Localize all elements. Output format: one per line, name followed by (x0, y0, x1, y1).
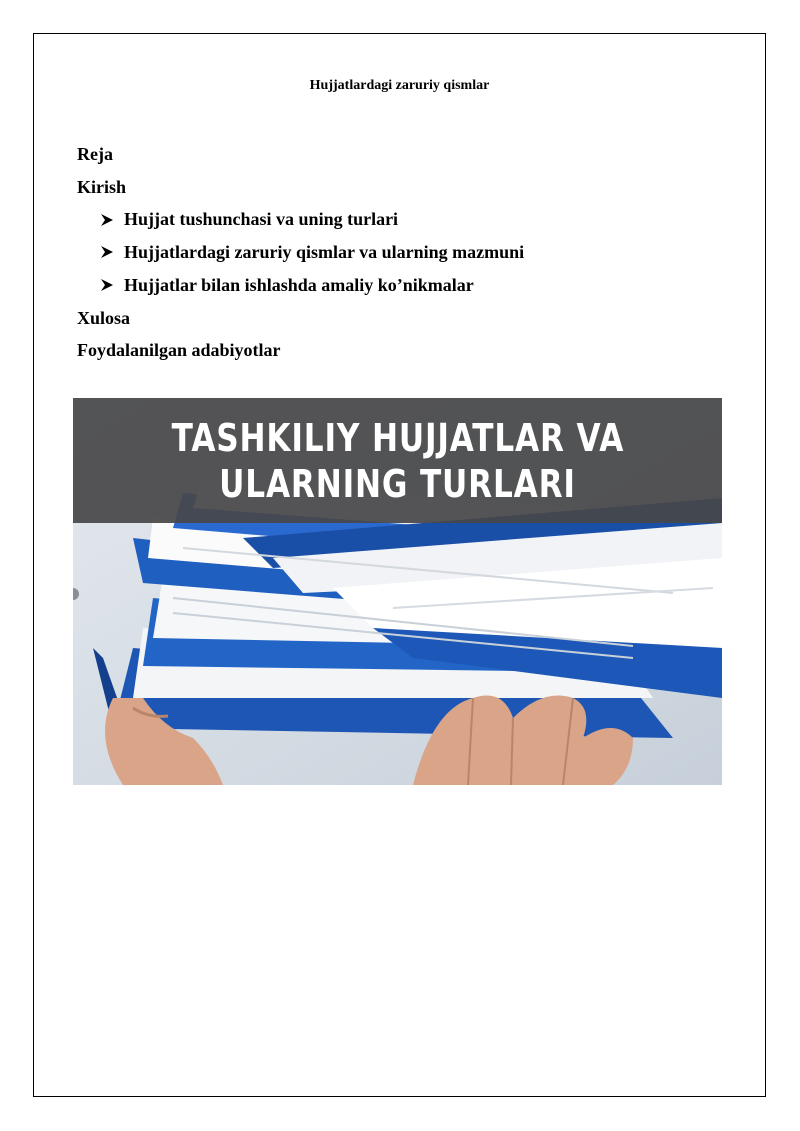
outline-label: Kirish (77, 176, 127, 197)
outline-label: Reja (77, 144, 113, 164)
outline-item-reja (77, 138, 524, 171)
banner-caption (73, 398, 722, 523)
outline-subitem (77, 203, 524, 236)
arrowhead-bullet-icon (100, 278, 114, 292)
outline-subitem (77, 236, 524, 269)
banner-title-line2: ULARNING TURLARI (219, 461, 576, 506)
arrowhead-bullet-icon (100, 213, 114, 227)
outline-item-xulosa (77, 302, 524, 335)
outline-list (77, 138, 524, 367)
arrowhead-bullet-icon (100, 245, 114, 259)
outline-label: Hujjatlar bilan ishlashda amaliy ko’nikmalar (124, 274, 474, 295)
page-title: Hujjatlardagi zaruriy qismlar (309, 78, 490, 93)
banner-title-line1: TASHKILIY HUJJATLAR VA (171, 415, 624, 460)
outline-label: Xulosa (77, 307, 131, 328)
document-page (33, 33, 766, 1097)
outline-subitem (77, 269, 524, 302)
outline-item-adabiyotlar (77, 334, 524, 367)
banner-image (73, 398, 722, 785)
outline-label: Hujjat tushunchasi va uning turlari (124, 209, 399, 230)
outline-item-kirish (77, 171, 524, 204)
outline-label: Hujjatlardagi zaruriy qismlar va ularning mazmuni (124, 242, 525, 263)
outline-label: Foydalanilgan adabiyotlar (77, 340, 281, 361)
